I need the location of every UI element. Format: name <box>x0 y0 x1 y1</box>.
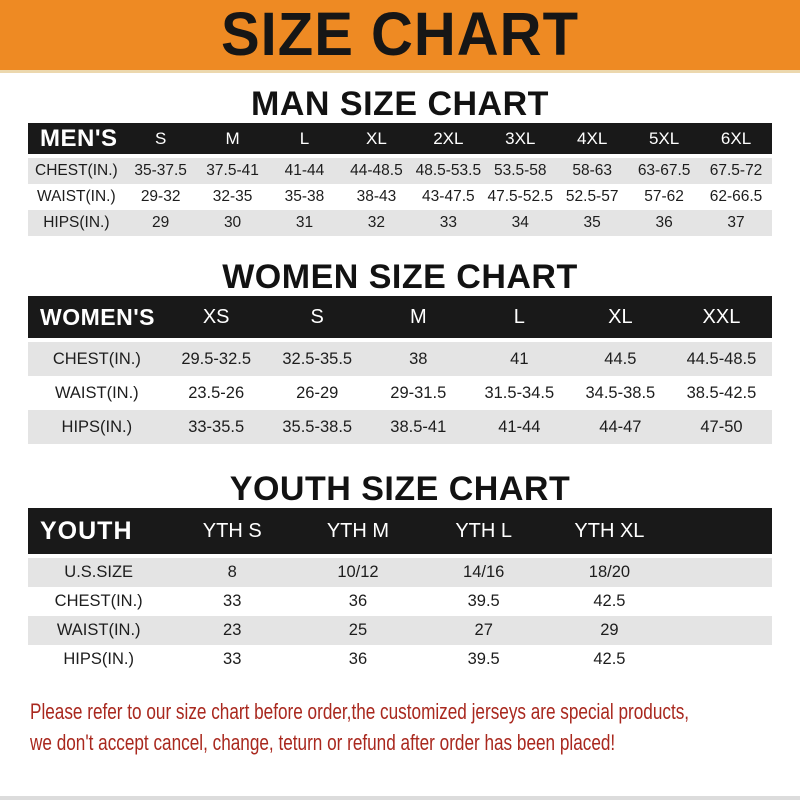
cell: 42.5 <box>593 592 626 610</box>
cell: 67.5-72 <box>700 156 772 184</box>
cell: 47-50 <box>671 410 772 444</box>
women-size-col: XS <box>166 296 267 340</box>
cell: 57-62 <box>644 188 684 205</box>
cell: 32 <box>340 210 412 236</box>
youth-size-col: YTH M <box>295 508 421 556</box>
youth-ussize-row <box>28 556 772 587</box>
youth-section-heading: YOUTH SIZE CHART <box>229 470 571 508</box>
cell: 37 <box>700 210 772 236</box>
women-waist-row <box>28 376 772 410</box>
cell: 44.5-48.5 <box>671 340 772 376</box>
cell: 43-47.5 <box>422 188 475 205</box>
man-chest-row <box>28 156 772 184</box>
cell: 35-38 <box>284 188 325 205</box>
cell: 58-63 <box>556 156 628 184</box>
cell: 35.5-38.5 <box>267 410 368 444</box>
cell: 48.5-53.5 <box>412 156 484 184</box>
cell: 41-44 <box>269 156 341 184</box>
cell: 8 <box>169 556 295 587</box>
cell: 62-66.5 <box>709 188 763 205</box>
row-label: CHEST(IN.) <box>28 340 166 376</box>
youth-chest-row <box>28 587 772 616</box>
header-filler <box>672 508 772 556</box>
cell: 41-44 <box>469 410 570 444</box>
man-size-col: 2XL <box>412 123 484 156</box>
banner-title: SIZE CHART <box>221 0 579 69</box>
cell: 27 <box>421 616 547 645</box>
cell: 37.5-41 <box>197 156 269 184</box>
cell: 41 <box>469 340 570 376</box>
cell: 29 <box>125 210 197 236</box>
cell: 38 <box>368 340 469 376</box>
row-label: WAIST(IN.) <box>54 383 139 402</box>
cell: 33 <box>223 592 242 610</box>
cell: 18/20 <box>547 556 673 587</box>
row-label: WAIST(IN.) <box>28 616 169 645</box>
cell: 23.5-26 <box>188 383 245 402</box>
cell: 35-37.5 <box>125 156 197 184</box>
man-size-col: M <box>197 123 269 156</box>
youth-table-corner-label: YOUTH <box>28 508 169 556</box>
women-size-col: XXL <box>671 296 772 340</box>
cell: 47.5-52.5 <box>487 188 553 205</box>
youth-waist-row <box>28 616 772 645</box>
cell: 29 <box>547 616 673 645</box>
cell: 32-35 <box>212 188 253 205</box>
cell: 38-43 <box>356 188 397 205</box>
cell-filler <box>672 645 772 674</box>
order-notice-line-1: Please refer to our size chart before order,the customized jerseys are special products, <box>30 699 690 724</box>
cell-filler <box>672 587 772 616</box>
cell: 31 <box>269 210 341 236</box>
cell: 23 <box>169 616 295 645</box>
cell: 38.5-42.5 <box>686 383 757 402</box>
women-table-corner-label: WOMEN'S <box>28 296 166 340</box>
cell: 29.5-32.5 <box>166 340 267 376</box>
youth-size-col: YTH L <box>421 508 547 556</box>
cell: 36 <box>628 210 700 236</box>
women-size-col: S <box>267 296 368 340</box>
cell: 35 <box>556 210 628 236</box>
cell: 29-31.5 <box>390 383 447 402</box>
cell: 29-32 <box>140 188 181 205</box>
man-size-col: 6XL <box>700 123 772 156</box>
cell: 36 <box>348 592 368 610</box>
man-size-col: 5XL <box>628 123 700 156</box>
cell: 10/12 <box>295 556 421 587</box>
youth-table-header-row <box>28 508 772 556</box>
row-label: HIPS(IN.) <box>28 410 166 444</box>
cell: 36 <box>348 650 368 668</box>
man-size-table <box>28 123 772 236</box>
cell: 44-48.5 <box>340 156 412 184</box>
man-hips-row <box>28 210 772 236</box>
man-size-col: S <box>125 123 197 156</box>
women-size-col: L <box>469 296 570 340</box>
women-size-table <box>28 296 772 444</box>
order-notice <box>30 696 800 758</box>
man-waist-row <box>28 184 772 210</box>
cell: 63-67.5 <box>628 156 700 184</box>
row-label: CHEST(IN.) <box>54 592 143 610</box>
cell: 44.5 <box>570 340 671 376</box>
youth-hips-row <box>28 645 772 674</box>
women-table-header-row <box>28 296 772 340</box>
row-label: CHEST(IN.) <box>28 156 125 184</box>
bottom-edge-strip <box>0 796 800 800</box>
cell: 33-35.5 <box>166 410 267 444</box>
man-section-heading: MAN SIZE CHART <box>251 85 549 123</box>
row-label: WAIST(IN.) <box>37 188 116 205</box>
cell: 34.5-38.5 <box>585 383 656 402</box>
cell: 14/16 <box>421 556 547 587</box>
cell: 25 <box>295 616 421 645</box>
cell: 34 <box>484 210 556 236</box>
size-chart-banner <box>0 0 800 73</box>
man-size-col: 4XL <box>556 123 628 156</box>
row-label: HIPS(IN.) <box>63 650 134 668</box>
man-size-col: L <box>269 123 341 156</box>
cell-filler <box>672 616 772 645</box>
cell: 42.5 <box>593 650 626 668</box>
cell: 39.5 <box>467 592 500 610</box>
cell-filler <box>672 556 772 587</box>
man-size-col: 3XL <box>484 123 556 156</box>
cell: 30 <box>197 210 269 236</box>
row-label: U.S.SIZE <box>28 556 169 587</box>
man-table-header-row <box>28 123 772 156</box>
women-hips-row <box>28 410 772 444</box>
man-size-col: XL <box>340 123 412 156</box>
cell: 33 <box>223 650 242 668</box>
women-section-heading: WOMEN SIZE CHART <box>222 258 578 296</box>
cell: 26-29 <box>296 383 339 402</box>
cell: 39.5 <box>467 650 500 668</box>
cell: 52.5-57 <box>565 188 619 205</box>
cell: 53.5-58 <box>484 156 556 184</box>
youth-size-col: YTH S <box>169 508 295 556</box>
youth-size-col: YTH XL <box>547 508 673 556</box>
cell: 32.5-35.5 <box>267 340 368 376</box>
cell: 31.5-34.5 <box>484 383 555 402</box>
women-chest-row <box>28 340 772 376</box>
man-table-corner-label: MEN'S <box>28 123 125 156</box>
order-notice-line-2: we don't accept cancel, change, teturn or refund after order has been placed! <box>30 730 616 755</box>
youth-size-table <box>28 508 772 674</box>
women-size-col: XL <box>570 296 671 340</box>
cell: 44-47 <box>570 410 671 444</box>
row-label: HIPS(IN.) <box>28 210 125 236</box>
women-size-col: M <box>368 296 469 340</box>
cell: 38.5-41 <box>368 410 469 444</box>
cell: 33 <box>412 210 484 236</box>
